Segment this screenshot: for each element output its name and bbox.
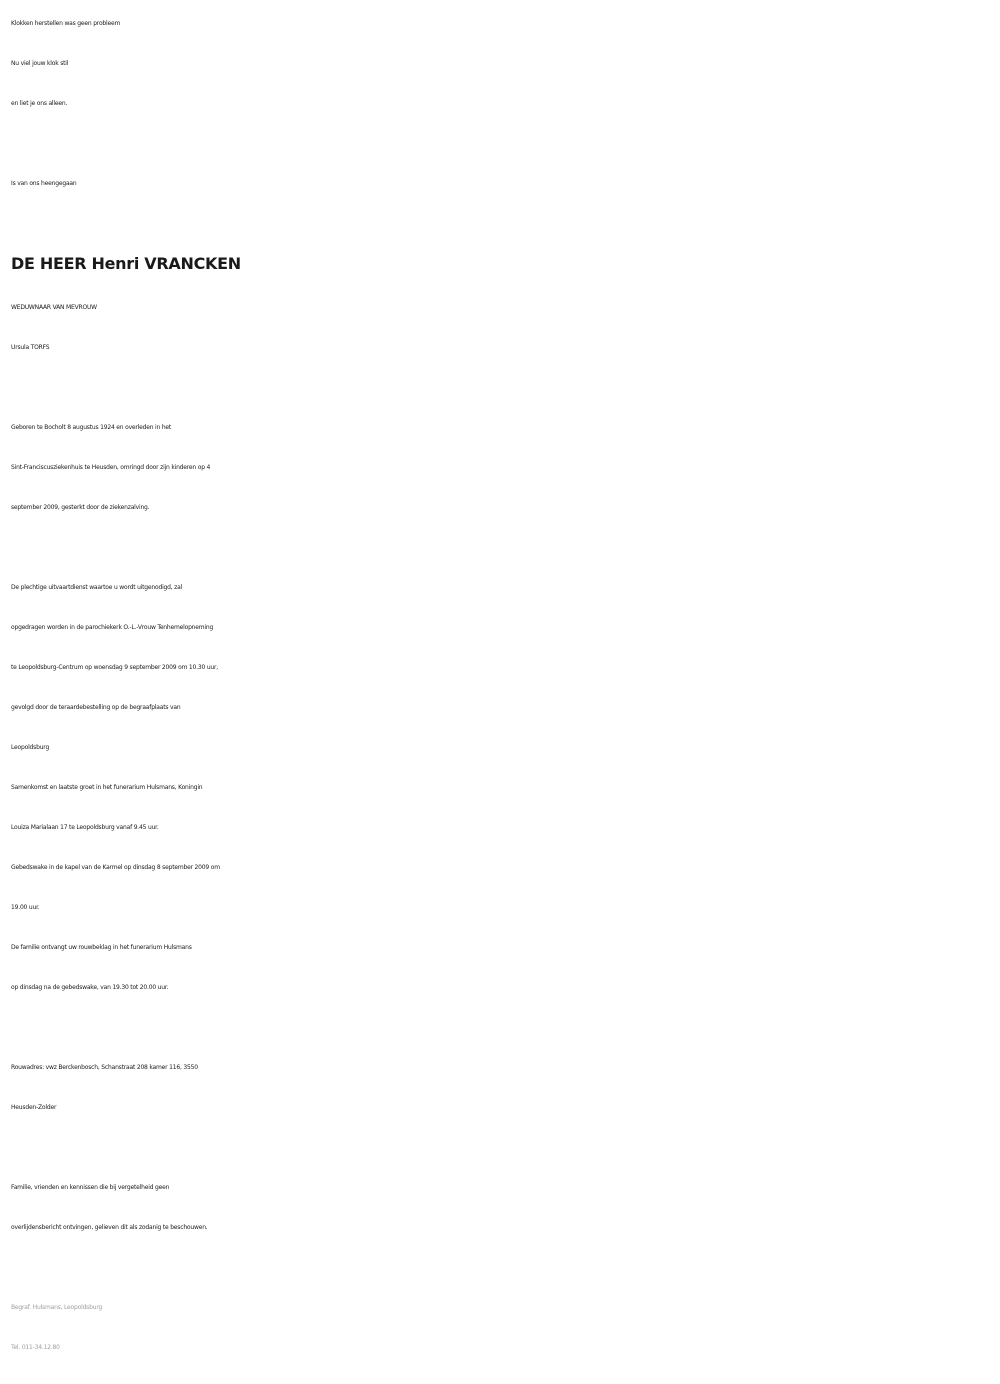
intro-text: Is van ons heengegaan: [11, 180, 77, 187]
poem-line: Klokken herstellen was geen probleem: [11, 20, 121, 27]
spacer: [11, 204, 996, 240]
poem-block: [11, 4, 996, 124]
poem-line: Nu viel jouw klok stil: [11, 60, 69, 67]
paragraph-line: op dinsdag na de gebedswake, van 19.30 tot 20.00 uur.: [11, 984, 169, 991]
obituary-document: [11, 4, 996, 1368]
paragraph-line: Familie, vrienden en kennissen die bij vergetelheid geen: [11, 1184, 170, 1191]
poem-line: en liet je ons alleen.: [11, 100, 68, 107]
undertaker-name: Begraf. Hulsmans, Leopoldsburg: [11, 1304, 103, 1311]
paragraph-line: te Leopoldsburg-Centrum op woensdag 9 september 2009 om 10.30 uur,: [11, 664, 218, 671]
paragraph-line: Samenkomst en laatste groet in het funerarium Hulsmans, Koningin: [11, 784, 203, 791]
notice-paragraph: [11, 1168, 996, 1248]
paragraph-line: Heusden-Zolder: [11, 1104, 57, 1111]
paragraph-line: 19.00 uur.: [11, 904, 40, 911]
paragraph-line: De plechtige uitvaartdienst waartoe u wordt uitgenodigd, zal: [11, 584, 183, 591]
paragraph-line: Louiza Marialaan 17 te Leopoldsburg vanaf 9.45 uur.: [11, 824, 159, 831]
deceased-relation: WEDUWNAAR VAN MEVROUW: [11, 304, 97, 311]
spacer: [11, 528, 996, 568]
paragraph-line: september 2009, gesterkt door de ziekenzalving.: [11, 504, 150, 511]
paragraph-line: gevolgd door de teraardebestelling op de begraafplaats van: [11, 704, 181, 711]
paragraph-line: Leopoldsburg: [11, 744, 50, 751]
footer-block: [11, 1288, 996, 1368]
spacer: [11, 368, 996, 408]
deceased-block: [11, 240, 996, 368]
address-paragraph: [11, 1048, 996, 1128]
spacer: [11, 124, 996, 164]
birth-death-paragraph: [11, 408, 996, 528]
undertaker-phone: Tel. 011-34.12.80: [11, 1344, 60, 1351]
ceremony-paragraph: [11, 568, 996, 1008]
paragraph-line: Rouwadres: vwz Berckenbosch, Schanstraat 208 kamer 116, 3550: [11, 1064, 198, 1071]
paragraph-line: Sint-Franciscusziekenhuis te Heusden, omringd door zijn kinderen op 4: [11, 464, 211, 471]
paragraph-line: opgedragen worden in de parochiekerk O.-L.-Vrouw Tenhemelopneming: [11, 624, 214, 631]
spouse-name: Ursula TORFS: [11, 344, 50, 351]
paragraph-line: overlijdensbericht ontvingen, gelieven dit als zodanig te beschouwen.: [11, 1224, 208, 1231]
deceased-name: DE HEER Henri VRANCKEN: [11, 254, 241, 273]
paragraph-line: De familie ontvangt uw rouwbeklag in het funerarium Hulsmans: [11, 944, 192, 951]
spacer: [11, 1008, 996, 1048]
paragraph-line: Gebedswake in de kapel van de Karmel op dinsdag 8 september 2009 om: [11, 864, 220, 871]
paragraph-line: Geboren te Bocholt 8 augustus 1924 en overleden in het: [11, 424, 172, 431]
spacer: [11, 1248, 996, 1288]
spacer: [11, 1128, 996, 1168]
